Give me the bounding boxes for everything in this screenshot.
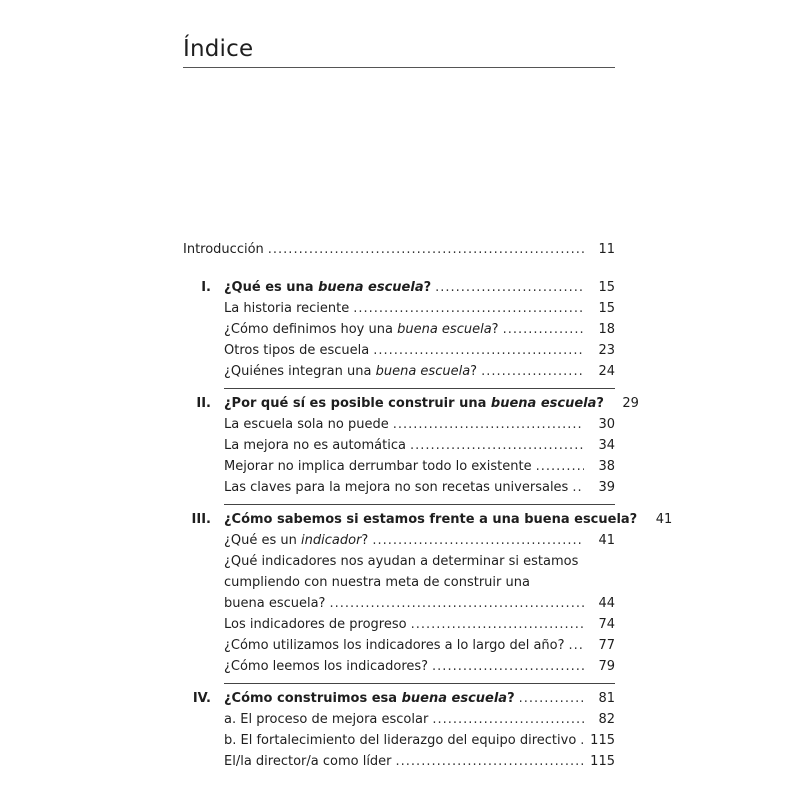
entry-text: b. El fortalecimiento del liderazgo del equipo directivo — [224, 733, 577, 748]
toc-chapter-4[interactable] — [183, 688, 615, 709]
dot-leader — [432, 656, 584, 677]
entry-text: El/la director/a como líder — [224, 754, 392, 769]
entry-page: 41 — [655, 512, 673, 527]
entry-page: 79 — [598, 659, 615, 674]
dot-leader — [396, 751, 584, 772]
dot-leader — [435, 277, 584, 298]
toc-entry[interactable] — [183, 477, 615, 498]
entry-page: 15 — [598, 301, 615, 316]
entry-text: Mejorar no implica derrumbar todo lo existente — [224, 459, 532, 474]
toc-entry[interactable] — [183, 414, 615, 435]
toc-entry[interactable] — [183, 319, 615, 340]
entry-page: 77 — [598, 638, 615, 653]
page-title: Índice — [183, 36, 254, 62]
dot-leader — [536, 456, 584, 477]
dot-leader — [503, 319, 584, 340]
toc-entry[interactable] — [183, 635, 615, 656]
dot-leader — [372, 530, 584, 551]
entry-text: ¿Cómo utilizamos los indicadores a lo largo del año? — [224, 638, 565, 653]
table-of-contents — [183, 239, 673, 772]
entry-page: 81 — [598, 691, 615, 706]
entry-page: 24 — [598, 364, 615, 379]
toc-entry[interactable] — [183, 340, 615, 361]
toc-chapter-1[interactable] — [183, 277, 615, 298]
entry-page: 115 — [590, 733, 615, 748]
entry-text: ¿Qué es un indicador? — [224, 533, 369, 548]
entry-text: ¿Cómo leemos los indicadores? — [224, 659, 429, 674]
entry-page: 38 — [598, 459, 615, 474]
toc-entry[interactable] — [183, 751, 615, 772]
entry-page: 41 — [598, 533, 615, 548]
title-rule — [183, 67, 615, 68]
dot-leader — [393, 414, 584, 435]
entry-text: Otros tipos de escuela — [224, 343, 370, 358]
entry-page: 29 — [622, 396, 639, 411]
entry-text: La historia reciente — [224, 301, 350, 316]
chapter-divider — [224, 388, 615, 389]
entry-page: 39 — [598, 480, 615, 495]
entry-text: La mejora no es automática — [224, 438, 406, 453]
toc-entry[interactable] — [183, 614, 615, 635]
dot-leader — [411, 614, 584, 635]
entry-page: 18 — [598, 322, 615, 337]
chapter-number: III. — [191, 512, 211, 527]
entry-text-line1: ¿Qué indicadores nos ayudan a determinar si estamos — [224, 554, 579, 569]
chapter-number: IV. — [192, 691, 211, 706]
entry-text: La escuela sola no puede — [224, 417, 389, 432]
dot-leader — [569, 635, 584, 656]
entry-text: Los indicadores de progreso — [224, 617, 407, 632]
toc-entry[interactable] — [183, 730, 615, 751]
entry-page: 23 — [598, 343, 615, 358]
entry-page: 44 — [598, 596, 615, 611]
dot-leader — [329, 593, 584, 614]
entry-page: 82 — [598, 712, 615, 727]
chapter-divider — [224, 683, 615, 684]
entry-page: 15 — [598, 280, 615, 295]
dot-leader — [572, 477, 584, 498]
toc-entry[interactable] — [183, 361, 615, 382]
toc-entry[interactable] — [183, 435, 615, 456]
chapter-title: ¿Qué es una buena escuela? — [224, 280, 432, 295]
entry-text: a. El proceso de mejora escolar — [224, 712, 429, 727]
dot-leader — [268, 239, 584, 260]
chapter-number: I. — [201, 280, 211, 295]
entry-text: Introducción — [183, 242, 264, 257]
toc-entry-line — [183, 551, 615, 572]
toc-entry[interactable] — [183, 593, 615, 614]
entry-page: 34 — [598, 438, 615, 453]
entry-page: 74 — [598, 617, 615, 632]
entry-page: 115 — [590, 754, 615, 769]
entry-text: ¿Cómo definimos hoy una buena escuela? — [224, 322, 499, 337]
entry-text: Las claves para la mejora no son recetas universales — [224, 480, 569, 495]
entry-page: 11 — [598, 242, 615, 257]
dot-leader — [519, 688, 584, 709]
dot-leader — [410, 435, 584, 456]
toc-chapter-2[interactable] — [183, 393, 639, 414]
toc-entry[interactable] — [183, 709, 615, 730]
entry-text-line2: cumpliendo con nuestra meta de construir una — [224, 575, 530, 590]
toc-entry-introduction[interactable] — [183, 239, 615, 260]
entry-page: 30 — [598, 417, 615, 432]
toc-chapter-3[interactable] — [183, 509, 673, 530]
toc-entry[interactable] — [183, 298, 615, 319]
chapter-title: ¿Cómo construimos esa buena escuela? — [224, 691, 515, 706]
chapter-number: II. — [196, 396, 211, 411]
chapter-divider — [224, 504, 615, 505]
toc-entry[interactable] — [183, 456, 615, 477]
toc-entry[interactable] — [183, 530, 615, 551]
dot-leader — [432, 709, 584, 730]
dot-leader — [481, 361, 584, 382]
dot-leader — [580, 730, 584, 751]
entry-text: buena escuela? — [224, 596, 326, 611]
dot-leader — [353, 298, 584, 319]
toc-entry[interactable] — [183, 656, 615, 677]
toc-entry-line — [183, 572, 615, 593]
dot-leader — [373, 340, 584, 361]
entry-text: ¿Quiénes integran una buena escuela? — [224, 364, 478, 379]
chapter-title: ¿Por qué sí es posible construir una buena escuela? — [224, 396, 604, 411]
chapter-title: ¿Cómo sabemos si estamos frente a una buena escuela? — [224, 512, 638, 527]
